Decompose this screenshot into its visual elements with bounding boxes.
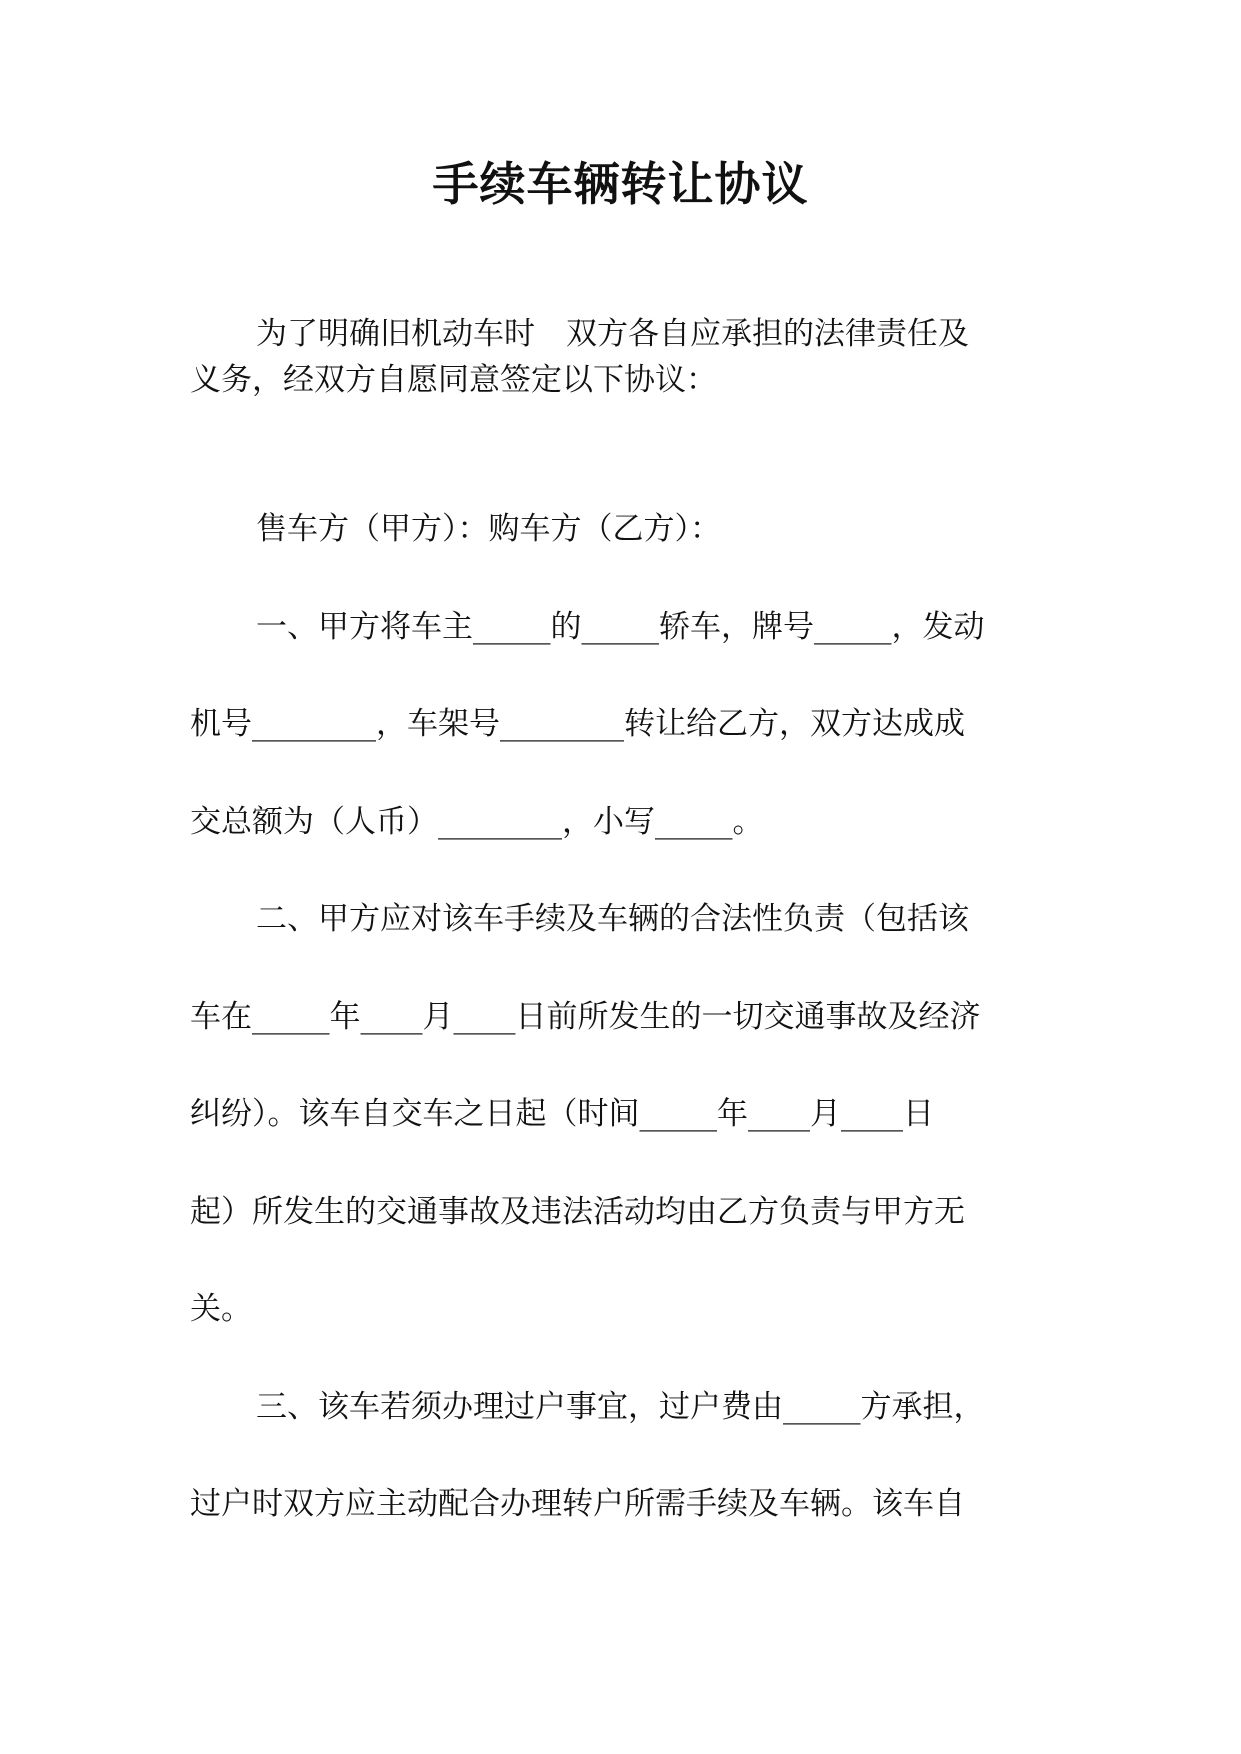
paragraph-line-9: 纠纷）。该车自交车之日起（时间_____年____月____日 bbox=[190, 1096, 934, 1132]
paragraph-line-10: 起）所发生的交通事故及违法活动均由乙方负责与甲方无 bbox=[190, 1194, 965, 1230]
paragraph-line-11: 关。 bbox=[190, 1291, 252, 1327]
paragraph-line-12: 三、该车若须办理过户事宜，过户费由_____方承担， bbox=[256, 1389, 985, 1425]
paragraph-line-6: 交总额为（人币）________，小写_____。 bbox=[190, 804, 764, 840]
paragraph-line-7: 二、甲方应对该车手续及车辆的合法性负责（包括该 bbox=[256, 901, 969, 937]
paragraph-line-13: 过户时双方应主动配合办理转户所需手续及车辆。该车自 bbox=[190, 1486, 965, 1522]
paragraph-line-1: 为了明确旧机动车时 双方各自应承担的法律责任及 bbox=[256, 316, 969, 352]
document-title: 手续车辆转让协议 bbox=[432, 157, 809, 211]
paragraph-line-5: 机号________，车架号________转让给乙方，双方达成成 bbox=[190, 706, 965, 742]
paragraph-line-4: 一、甲方将车主_____的_____轿车，牌号_____，发动 bbox=[256, 609, 985, 645]
paragraph-line-2: 义务，经双方自愿同意签定以下协议： bbox=[190, 362, 717, 398]
paragraph-line-3: 售车方（甲方）：购车方（乙方）： bbox=[256, 511, 721, 547]
paragraph-line-8: 车在_____年____月____日前所发生的一切交通事故及经济 bbox=[190, 999, 981, 1035]
